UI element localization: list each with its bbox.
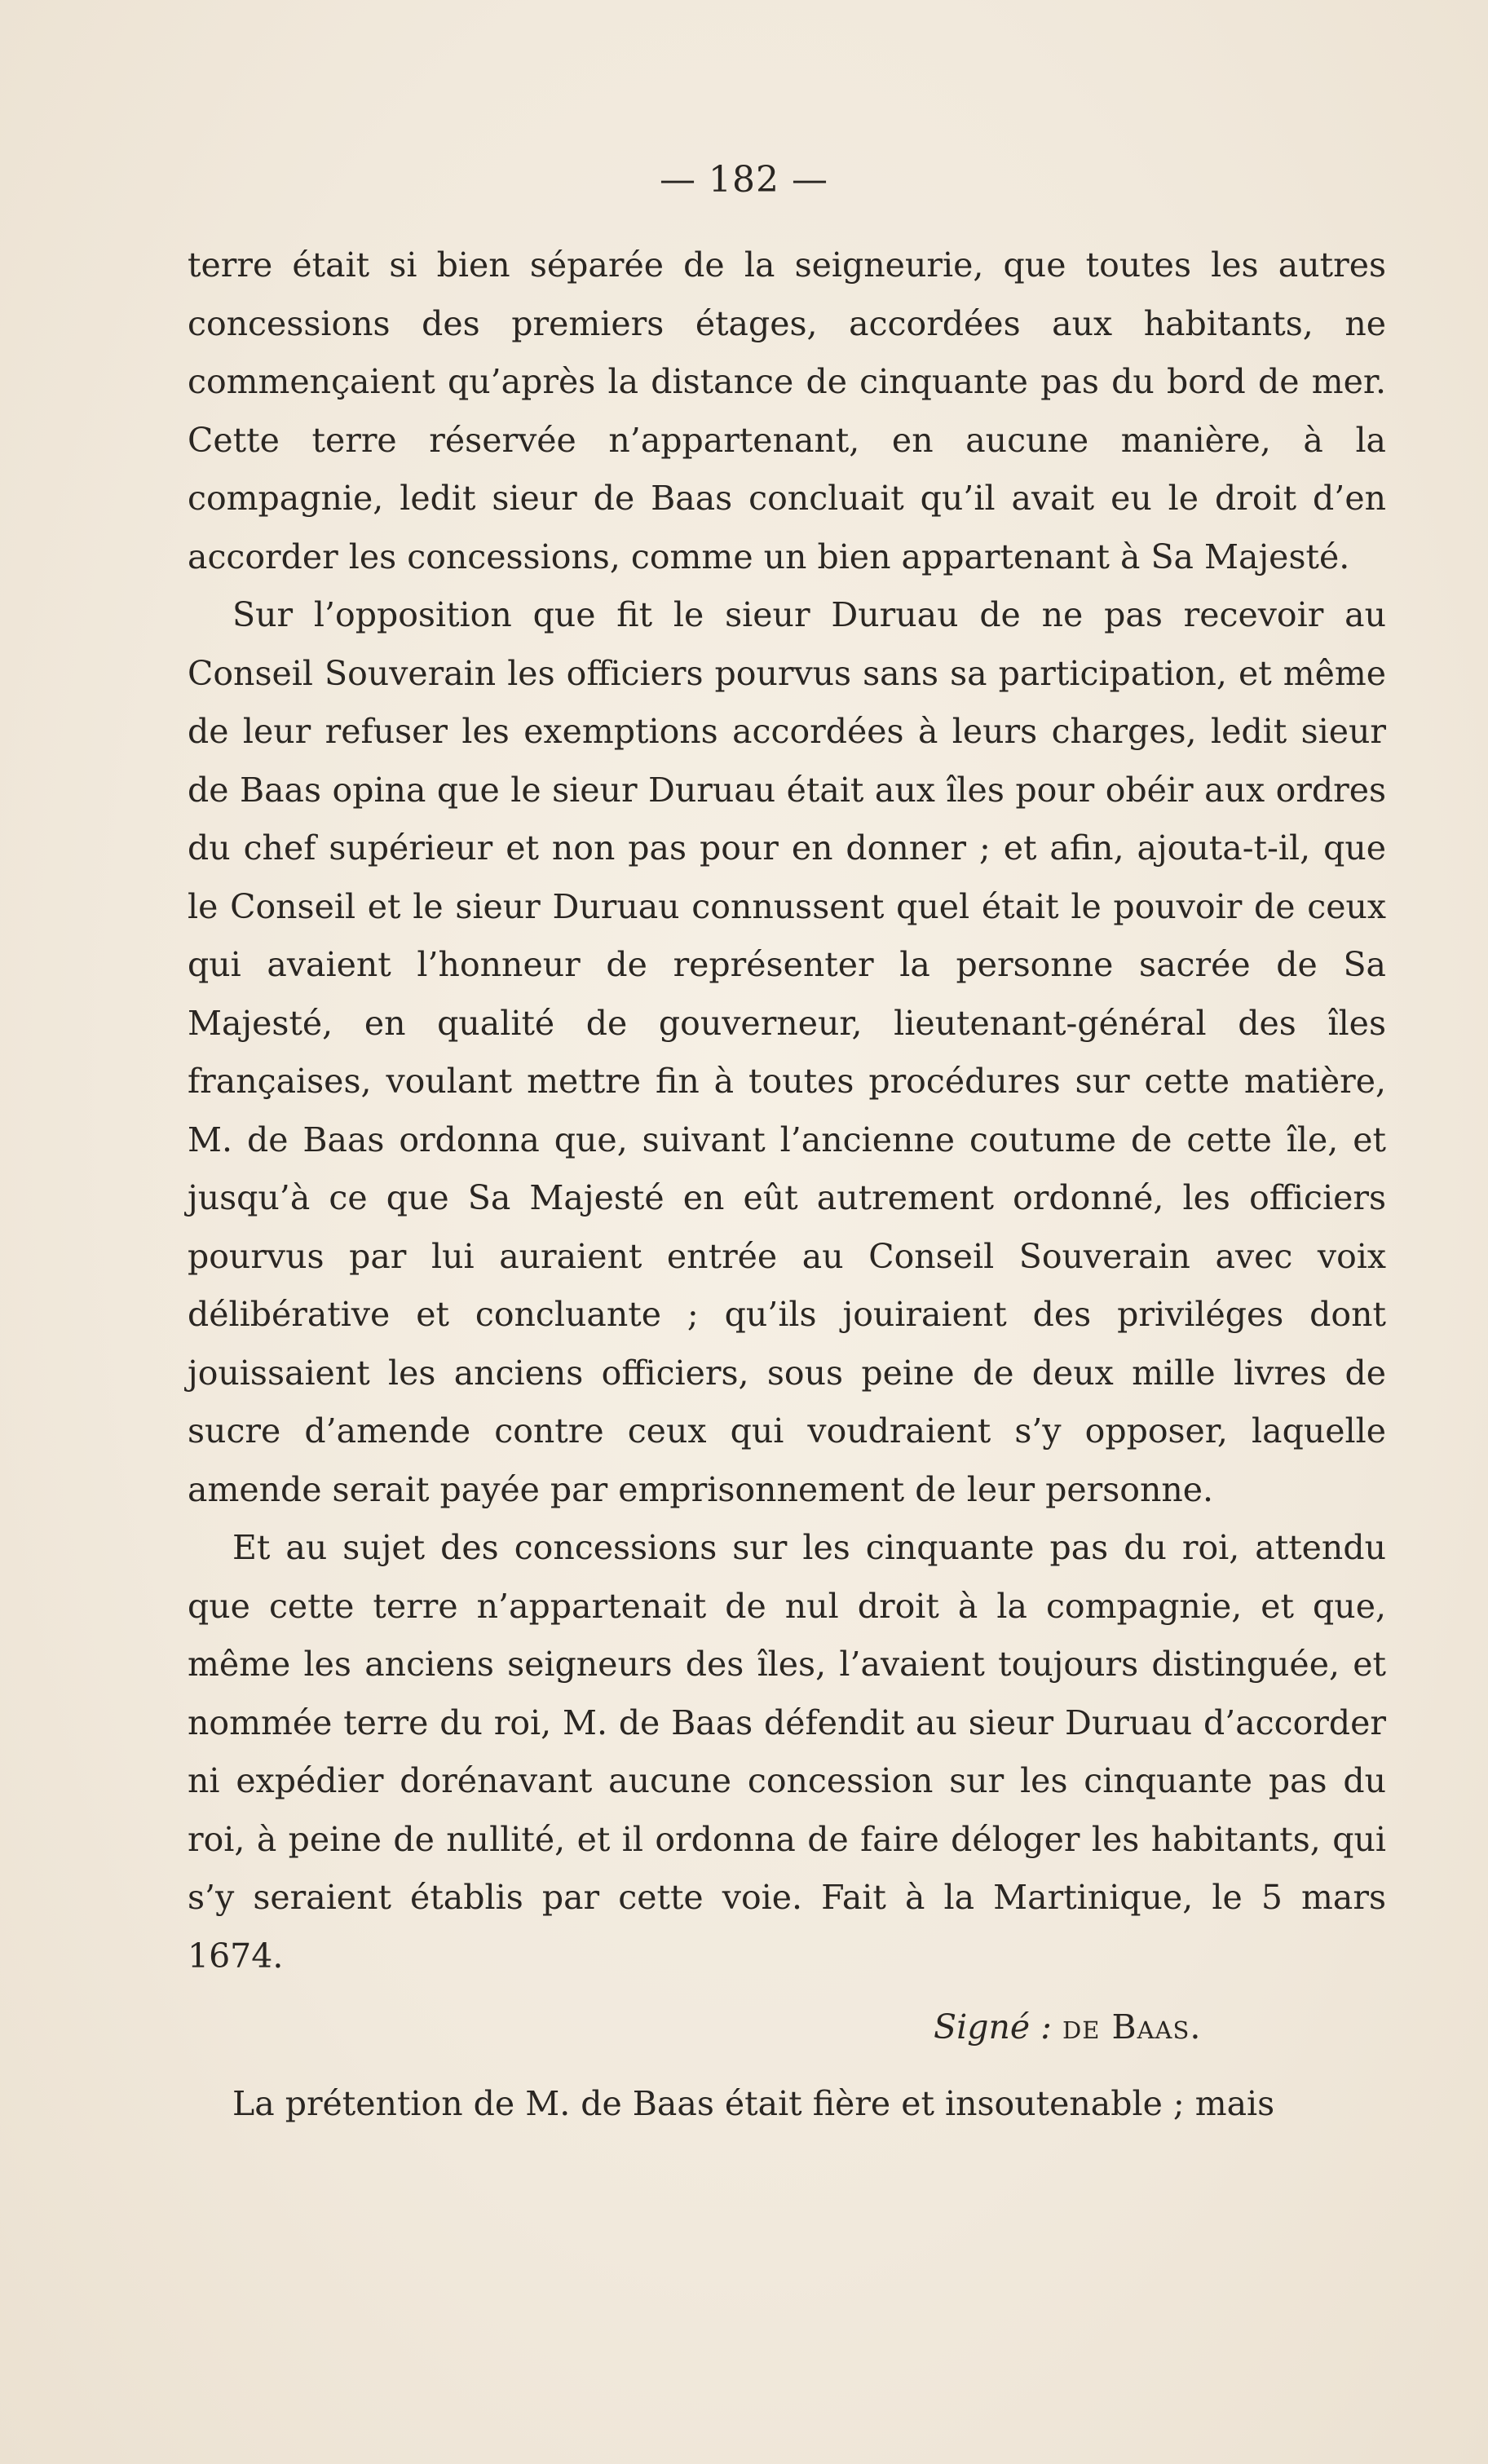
paragraph-continuation: terre était si bien séparée de la seigneurie, que toutes les autres concessions des premiers étages, accordées aux habitants, ne commençaient qu’après la distance de cinquante pas du bord de mer. Cette terre réservée n’appartenant, en aucune manière, à la compagnie, ledit sieur de Baas concluait qu’il avait eu le droit d’en accorder les concessions, comme un bien appartenant à Sa Majesté. [188, 245, 1386, 576]
signature-name: de Baas. [1062, 2007, 1202, 2047]
page-number: — 182 — [660, 159, 828, 201]
paragraph-concessions: Et au sujet des concessions sur les cinquante pas du roi, attendu que cette terre n’appartenait de nul droit à la compagnie, et que, même les anciens seigneurs des îles, l’avaient toujours distinguée, et nommée terre du roi, M. de Baas défendit au sieur Duruau d’accorder ni expédier dorénavant aucune concession sur les cinquante pas du roi, à peine de nullité, et il ordonna de faire déloger les habitants, qui s’y seraient établis par cette voie. Fait à la Martinique, le 5 mars 1674. [188, 1528, 1386, 1976]
paragraph-closing: La prétention de M. de Baas était fière et insoutenable ; mais [232, 2083, 1275, 2123]
signature-line [188, 1998, 1386, 2057]
page-body [188, 236, 1386, 2133]
signature-label: Signé : [934, 2007, 1052, 2047]
paragraph-opposition: Sur l’opposition que fit le sieur Duruau de ne pas recevoir au Conseil Souverain les officiers pourvus sans sa participation, et même de leur refuser les exemptions accordées à leurs charges, ledit sieur de Baas opina que le sieur Duruau était aux îles pour obéir aux ordres du chef supérieur et non pas pour en donner ; et afin, ajouta-t-il, que le Conseil et le sieur Duruau connussent quel était le pouvoir de ceux qui avaient l’honneur de représenter la personne sacrée de Sa Majesté, en qualité de gouverneur, lieutenant-général des îles françaises, voulant mettre fin à toutes procédures sur cette matière, M. de Baas ordonna que, suivant l’ancienne coutume de cette île, et jusqu’à ce que Sa Majesté en eût autrement ordonné, les officiers pourvus par lui auraient entrée au Conseil Souverain avec voix délibérative et concluante ; qu’ils jouiraient des priviléges dont jouissaient les anciens officiers, sous peine de deux mille livres de sucre d’amende contre ceux qui voudraient s’y opposer, laquelle amende serait payée par emprisonnement de leur personne. [188, 595, 1386, 1509]
